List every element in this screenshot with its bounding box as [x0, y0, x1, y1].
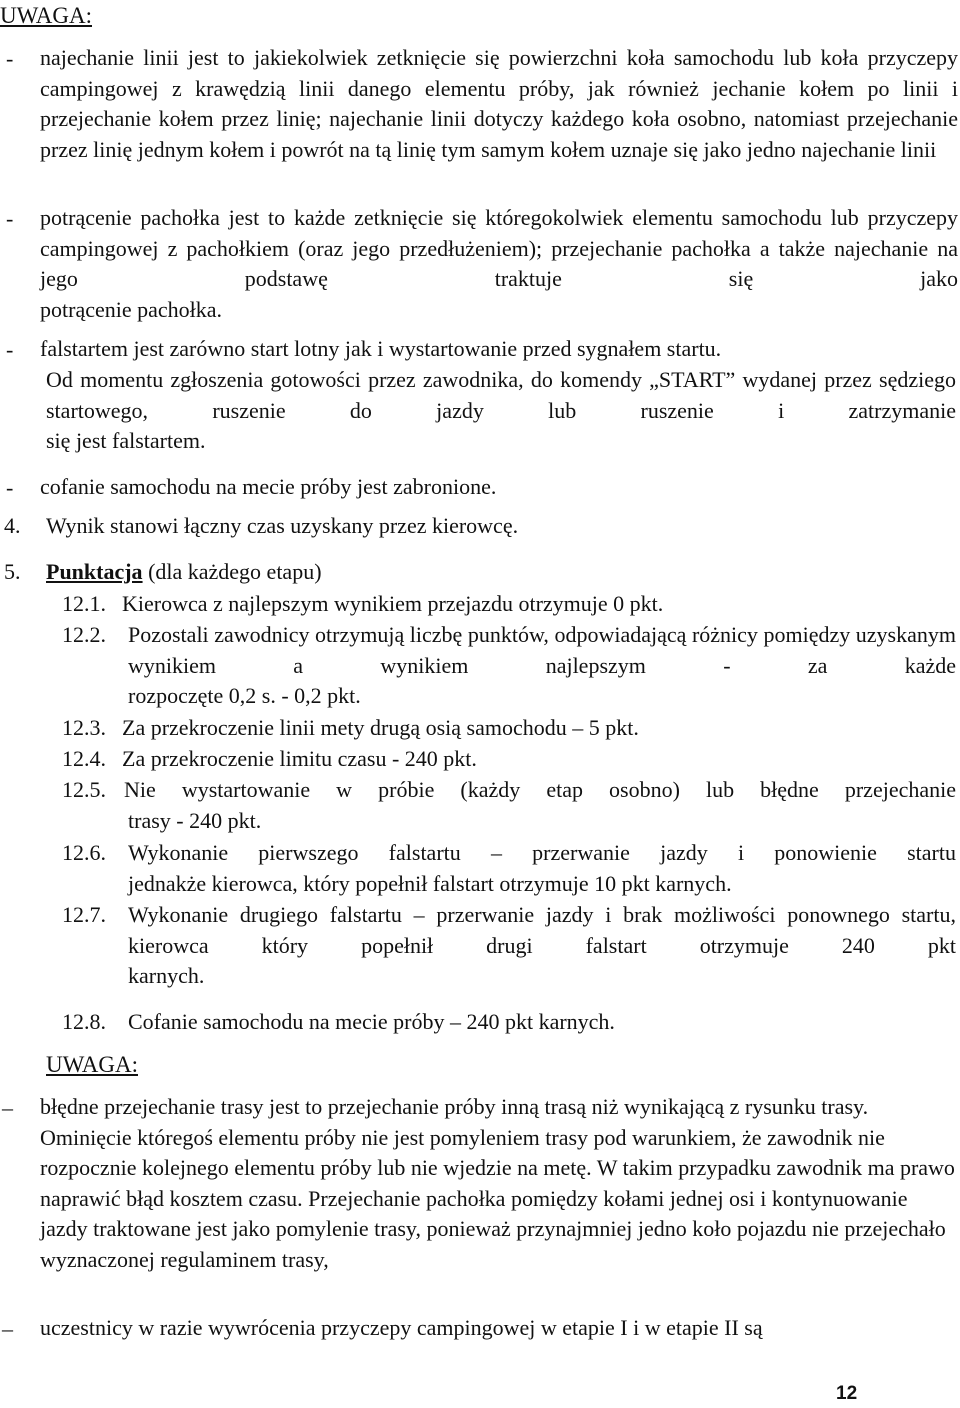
note-cone-hit-text: potrącenie pachołka jest to każde zetknięcie się któregokolwiek elementu samochodu lub przyczepy campingowej z pachołkiem (oraz jego przedłużeniem); przejechanie pachołka a także najechanie na jego podstawę traktuje się jako — [40, 205, 958, 292]
section-scoring — [46, 557, 946, 588]
note-heading: UWAGA: — [46, 1052, 138, 1077]
item-number: 12.7. — [62, 902, 106, 927]
note-wrong-route: błędne przejechanie trasy jest to przejechanie próby inną trasą niż wynikającą z rysunku trasy. Ominięcie któregoś elementu próby nie jest pomyleniem trasy pod warunkiem, że zawodnik nie rozpocznie kolejnego elementu próby lub nie wjedzie na metę. W takim przypadku zawodnik ma prawo naprawić błąd kosztem czasu. Przejechanie pachołka pomiędzy kołami jednej osi i kontynuowanie jazdy traktowane jest jako pomylenie trasy, ponieważ przynajmniej jedno koło pojazdu nie przejechało wyznaczonej regulaminem trasy, — [40, 1094, 955, 1272]
item-text — [128, 620, 956, 712]
note-line-contact: najechanie linii jest to jakiekolwiek zetknięcie się powierzchni koła samochodu lub koła przyczepy campingowej z krawędzią linii danego elementu próby, jak również jechanie kołem po linii i przejechanie kołem przez linię; najechanie linii dotyczy każdego koła osobno, natomiast przejechanie przez linię jednym kołem i powrót na tą linię tym samym kołem uznaje się jako jedno najechanie linii — [40, 45, 958, 162]
item-number: 12.8. — [62, 1009, 106, 1034]
item-text — [124, 775, 956, 836]
section-number: 4. — [4, 513, 21, 538]
item-text — [128, 900, 956, 992]
note-cone-hit-last: potrącenie pachołka. — [40, 296, 223, 322]
item-text-body: Wykonanie pierwszego falstartu – przerwanie jazdy i ponowienie startu — [128, 840, 956, 865]
item-text: Za przekroczenie linii mety drugą osią samochodu – 5 pkt. — [122, 715, 639, 740]
note-trailer-rollover: uczestnicy w razie wywrócenia przyczepy campingowej w etapie I i w etapie II są — [40, 1315, 763, 1340]
section-scoring-rest: (dla każdego etapu) — [142, 559, 322, 584]
item-text-body: Wykonanie drugiego falstartu – przerwanie jazdy i brak możliwości ponownego startu, kierowca który popełnił drugi falstart otrzymuje 240 pkt — [128, 902, 956, 958]
item-text — [128, 838, 956, 899]
item-number: 12.3. — [62, 715, 106, 740]
item-number: 12.6. — [62, 840, 106, 865]
item-text-body: Nie wystartowanie w próbie (każdy etap osobno) lub błędne przejechanie — [124, 777, 956, 802]
note-false-start-detail-last: się jest falstartem. — [46, 428, 206, 454]
item-number: 12.5. — [62, 777, 106, 802]
item-text-last: trasy - 240 pkt. — [128, 807, 262, 833]
page-number: 12 — [836, 1383, 858, 1404]
item-text-last: rozpoczęte 0,2 s. - 0,2 pkt. — [128, 683, 361, 709]
item-number: 12.4. — [62, 746, 106, 771]
item-text-last: karnych. — [128, 963, 205, 989]
note-reversing: cofanie samochodu na mecie próby jest zabronione. — [40, 474, 497, 499]
item-text-body: Pozostali zawodnicy otrzymują liczbę punktów, odpowiadającą różnicy pomiędzy uzyskanym wynikiem a wynikiem najlepszym - za każde — [128, 622, 956, 678]
note-false-start-detail-text: Od momentu zgłoszenia gotowości przez zawodnika, do komendy „START” wydanej przez sędziego startowego, ruszenie do jazdy lub ruszenie i zatrzymanie — [46, 367, 956, 423]
list-dash: - — [6, 475, 14, 500]
list-dash: – — [2, 1095, 13, 1120]
item-number: 12.2. — [62, 622, 106, 647]
note-false-start-detail — [46, 365, 956, 457]
note-false-start: falstartem jest zarówno start lotny jak i wystartowanie przed sygnałem startu. — [40, 336, 722, 361]
item-text: Kierowca z najlepszym wynikiem przejazdu otrzymuje 0 pkt. — [122, 591, 664, 616]
section-scoring-title: Punktacja — [46, 559, 143, 584]
list-dash: - — [6, 337, 14, 362]
section-result: Wynik stanowi łączny czas uzyskany przez kierowcę. — [46, 513, 519, 538]
note-heading: UWAGA: — [0, 3, 92, 28]
section-number: 5. — [4, 559, 21, 584]
list-dash: - — [6, 46, 14, 71]
list-dash: – — [2, 1316, 13, 1341]
list-dash: - — [6, 206, 14, 231]
note-cone-hit — [40, 203, 958, 325]
item-text: Za przekroczenie limitu czasu - 240 pkt. — [122, 746, 477, 771]
item-text-last: jednakże kierowca, który popełnił falstart otrzymuje 10 pkt karnych. — [128, 870, 732, 896]
item-number: 12.1. — [62, 591, 106, 616]
item-text: Cofanie samochodu na mecie próby – 240 pkt karnych. — [128, 1009, 615, 1034]
